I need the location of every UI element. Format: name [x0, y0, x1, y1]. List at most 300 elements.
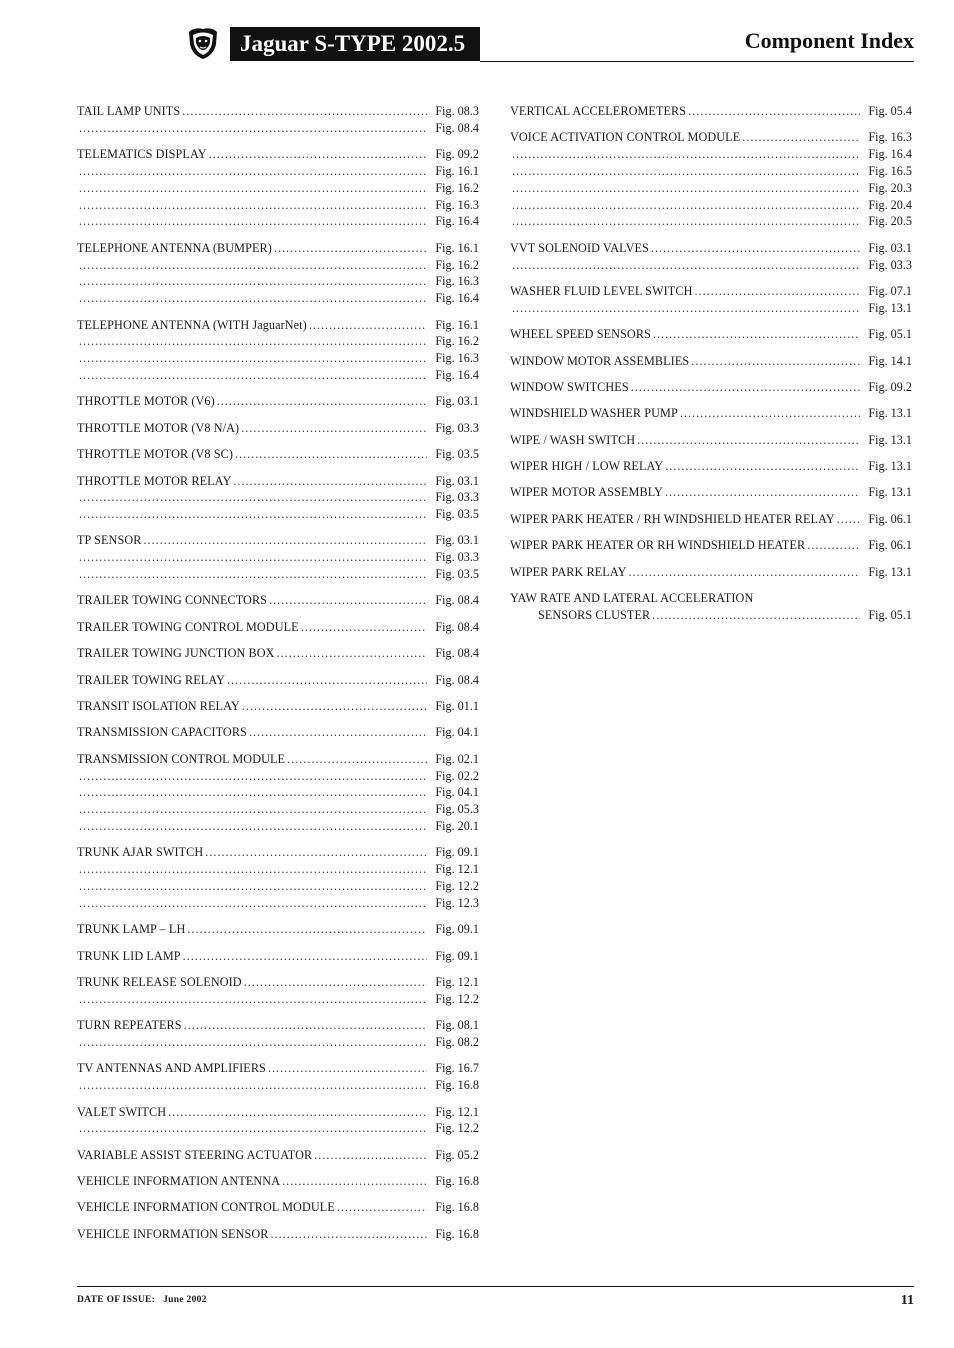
dot-leader — [742, 129, 860, 146]
figure-reference: Fig. 16.3 — [868, 130, 912, 145]
dot-leader — [651, 240, 860, 257]
index-line — [77, 240, 479, 257]
index-line — [510, 511, 912, 528]
figure-reference: Fig. 03.5 — [435, 507, 479, 522]
index-line — [510, 129, 912, 146]
index-line — [77, 1060, 479, 1077]
index-line — [510, 458, 912, 475]
dot-leader — [79, 1077, 427, 1094]
index-entry — [77, 532, 479, 582]
figure-reference: Fig. 04.1 — [435, 785, 479, 800]
index-entry — [77, 672, 479, 689]
entry-name: THROTTLE MOTOR (V8 N/A) — [77, 420, 240, 435]
section-title: Component Index — [744, 28, 914, 53]
entry-name: TAIL LAMP UNITS — [77, 104, 181, 118]
index-line — [510, 353, 912, 370]
figure-reference: Fig. 13.1 — [868, 564, 912, 579]
dot-leader — [187, 921, 427, 938]
index-line — [510, 300, 912, 317]
dot-leader — [79, 290, 427, 307]
figure-reference: Fig. 16.4 — [868, 147, 912, 162]
figure-reference: Fig. 04.1 — [435, 725, 479, 740]
dot-leader — [512, 300, 860, 317]
index-entry — [77, 473, 479, 523]
entry-name: WIPER MOTOR ASSEMBLY — [510, 485, 663, 500]
dot-leader — [79, 257, 427, 274]
entry-name: TELEPHONE ANTENNA (WITH JaguarNet) — [77, 317, 307, 332]
entry-name: TRANSMISSION CONTROL MODULE — [77, 751, 286, 766]
index-line — [77, 446, 479, 463]
entry-name: VARIABLE ASSIST STEERING ACTUATOR — [77, 1147, 313, 1162]
entry-name: THROTTLE MOTOR (V8 SC) — [77, 447, 234, 462]
index-line — [77, 566, 479, 583]
dot-leader — [79, 1120, 427, 1137]
entry-name: TRUNK AJAR SWITCH — [77, 845, 204, 860]
index-entry — [510, 537, 912, 554]
figure-reference: Fig. 12.2 — [435, 1121, 479, 1136]
index-line — [77, 213, 479, 230]
dot-leader — [217, 393, 427, 410]
figure-reference: Fig. 16.7 — [435, 1061, 479, 1076]
index-line — [77, 180, 479, 197]
dot-leader — [79, 549, 427, 566]
index-entry — [77, 146, 479, 230]
figure-reference: Fig. 12.1 — [435, 862, 479, 877]
entry-name: TV ANTENNAS AND AMPLIFIERS — [77, 1061, 266, 1076]
dot-leader — [244, 974, 427, 991]
dot-leader — [629, 564, 861, 581]
index-entry — [510, 458, 912, 475]
index-line — [77, 1077, 479, 1094]
entry-name: SENSORS CLUSTER — [538, 607, 651, 622]
figure-reference: Fig. 12.3 — [435, 895, 479, 910]
dot-leader — [79, 197, 427, 214]
index-line — [77, 420, 479, 437]
dot-leader — [79, 818, 427, 835]
index-entry — [77, 1226, 479, 1243]
dot-leader — [277, 645, 427, 662]
index-entry — [77, 619, 479, 636]
figure-reference: Fig. 09.1 — [435, 845, 479, 860]
index-line — [77, 948, 479, 965]
index-line — [510, 163, 912, 180]
entry-name: VERTICAL ACCELEROMETERS — [510, 104, 687, 118]
dot-leader — [691, 353, 860, 370]
dot-leader — [168, 1104, 427, 1121]
dot-leader — [143, 532, 427, 549]
dot-leader — [79, 506, 427, 523]
dot-leader — [268, 1060, 427, 1077]
figure-reference: Fig. 03.3 — [435, 550, 479, 565]
index-line — [77, 592, 479, 609]
figure-reference: Fig. 20.3 — [868, 180, 912, 195]
figure-reference: Fig. 20.4 — [868, 197, 912, 212]
index-entry — [77, 974, 479, 1008]
figure-reference: Fig. 05.3 — [435, 802, 479, 817]
index-line — [77, 273, 479, 290]
issue-date — [77, 1295, 207, 1305]
index-entry — [77, 724, 479, 741]
dot-leader — [79, 801, 427, 818]
figure-reference: Fig. 03.3 — [435, 420, 479, 435]
dot-leader — [512, 146, 860, 163]
index-entry — [510, 432, 912, 449]
index-line — [510, 590, 912, 607]
index-entry — [77, 446, 479, 463]
figure-reference: Fig. 16.8 — [435, 1174, 479, 1189]
entry-name: THROTTLE MOTOR (V6) — [77, 394, 215, 409]
entry-name: YAW RATE AND LATERAL ACCELERATION — [510, 591, 754, 606]
dot-leader — [79, 784, 427, 801]
page-header — [186, 26, 914, 62]
index-line — [77, 801, 479, 818]
dot-leader — [79, 1034, 427, 1051]
figure-reference: Fig. 14.1 — [868, 353, 912, 368]
index-entry — [77, 1060, 479, 1094]
document-title: Jaguar S-TYPE 2002.5 — [230, 27, 480, 61]
dot-leader — [205, 844, 427, 861]
figure-reference: Fig. 20.5 — [868, 214, 912, 229]
index-line — [77, 878, 479, 895]
dot-leader — [337, 1199, 427, 1216]
entry-name: TURN REPEATERS — [77, 1018, 182, 1033]
issue-date-label: DATE OF ISSUE: — [77, 1295, 156, 1305]
index-line — [77, 1173, 479, 1190]
dot-leader — [807, 537, 860, 554]
dot-leader — [637, 432, 860, 449]
index-line — [77, 861, 479, 878]
entry-name: TP SENSOR — [77, 533, 142, 548]
entry-name: VOICE ACTIVATION CONTROL MODULE — [510, 130, 741, 145]
index-line — [77, 645, 479, 662]
dot-leader — [79, 489, 427, 506]
index-line — [510, 240, 912, 257]
entry-name: TRANSMISSION CAPACITORS — [77, 725, 247, 740]
index-line — [77, 991, 479, 1008]
figure-reference: Fig. 12.1 — [435, 1104, 479, 1119]
figure-reference: Fig. 16.2 — [435, 180, 479, 195]
index-entry — [77, 844, 479, 911]
index-entry — [510, 103, 912, 120]
figure-reference: Fig. 16.3 — [435, 351, 479, 366]
index-line — [77, 751, 479, 768]
index-line — [77, 257, 479, 274]
dot-leader — [309, 317, 427, 334]
figure-reference: Fig. 03.3 — [435, 490, 479, 505]
index-line — [77, 163, 479, 180]
figure-reference: Fig. 12.2 — [435, 878, 479, 893]
index-line — [77, 1120, 479, 1137]
index-line — [77, 784, 479, 801]
index-line — [77, 844, 479, 861]
entry-name: VALET SWITCH — [77, 1104, 167, 1119]
entry-name: WINDOW MOTOR ASSEMBLIES — [510, 353, 690, 368]
index-line — [510, 484, 912, 501]
dot-leader — [182, 103, 427, 120]
index-line — [77, 672, 479, 689]
index-line — [77, 350, 479, 367]
index-entry — [510, 564, 912, 581]
entry-name: TRUNK LID LAMP — [77, 948, 181, 963]
figure-reference: Fig. 03.1 — [435, 473, 479, 488]
figure-reference: Fig. 08.4 — [435, 120, 479, 135]
entry-name: TELEMATICS DISPLAY — [77, 147, 207, 162]
entry-name: TELEPHONE ANTENNA (BUMPER) — [77, 240, 272, 255]
figure-reference: Fig. 03.1 — [868, 240, 912, 255]
dot-leader — [209, 146, 427, 163]
figure-reference: Fig. 01.1 — [435, 699, 479, 714]
figure-reference: Fig. 08.4 — [435, 593, 479, 608]
footer-rule — [77, 1286, 914, 1287]
index-line — [77, 333, 479, 350]
figure-reference: Fig. 03.5 — [435, 567, 479, 582]
entry-name: VVT SOLENOID VALVES — [510, 240, 649, 255]
dot-leader — [79, 350, 427, 367]
index-entry — [510, 511, 912, 528]
index-entry — [510, 353, 912, 370]
index-entry — [77, 1199, 479, 1216]
index-line — [77, 317, 479, 334]
figure-reference: Fig. 03.1 — [435, 394, 479, 409]
figure-reference: Fig. 08.4 — [435, 646, 479, 661]
figure-reference: Fig. 16.4 — [435, 367, 479, 382]
index-line — [510, 564, 912, 581]
index-entry — [510, 129, 912, 230]
entry-name: WINDSHIELD WASHER PUMP — [510, 406, 678, 421]
jaguar-emblem-icon — [186, 26, 220, 60]
index-line — [510, 180, 912, 197]
dot-leader — [79, 878, 427, 895]
figure-reference: Fig. 16.5 — [868, 163, 912, 178]
index-line — [510, 379, 912, 396]
entry-name: VEHICLE INFORMATION CONTROL MODULE — [77, 1200, 335, 1215]
index-line — [510, 405, 912, 422]
dot-leader — [512, 213, 860, 230]
figure-reference: Fig. 05.1 — [868, 607, 912, 622]
dot-leader — [249, 724, 427, 741]
index-line — [510, 326, 912, 343]
index-entry — [510, 590, 912, 624]
dot-leader — [79, 120, 427, 137]
figure-reference: Fig. 02.2 — [435, 768, 479, 783]
figure-reference: Fig. 13.1 — [868, 300, 912, 315]
entry-name: THROTTLE MOTOR RELAY — [77, 473, 232, 488]
index-entry — [77, 921, 479, 938]
dot-leader — [227, 672, 427, 689]
figure-reference: Fig. 02.1 — [435, 751, 479, 766]
entry-name: WHEEL SPEED SENSORS — [510, 327, 651, 342]
dot-leader — [241, 420, 427, 437]
figure-reference: Fig. 08.4 — [435, 672, 479, 687]
dot-leader — [274, 240, 427, 257]
dot-leader — [242, 698, 427, 715]
index-line — [77, 393, 479, 410]
page-number: 11 — [900, 1293, 914, 1308]
entry-name: TRAILER TOWING CONNECTORS — [77, 593, 268, 608]
index-line — [77, 473, 479, 490]
dot-leader — [271, 1226, 427, 1243]
dot-leader — [184, 1017, 427, 1034]
index-line — [510, 257, 912, 274]
figure-reference: Fig. 16.4 — [435, 291, 479, 306]
index-entry — [510, 240, 912, 274]
index-line — [77, 1199, 479, 1216]
figure-reference: Fig. 06.1 — [868, 511, 912, 526]
figure-reference: Fig. 16.1 — [435, 163, 479, 178]
index-line — [77, 1226, 479, 1243]
dot-leader — [837, 511, 860, 528]
index-entry — [77, 103, 479, 137]
dot-leader — [79, 768, 427, 785]
dot-leader — [79, 861, 427, 878]
dot-leader — [79, 895, 427, 912]
index-line — [77, 506, 479, 523]
index-line — [77, 818, 479, 835]
index-line — [77, 619, 479, 636]
index-column-right — [510, 103, 912, 633]
figure-reference: Fig. 13.1 — [868, 406, 912, 421]
index-entry — [77, 751, 479, 835]
dot-leader — [631, 379, 860, 396]
dot-leader — [665, 484, 860, 501]
dot-leader — [314, 1147, 427, 1164]
index-column-left — [77, 103, 479, 1252]
entry-name: WASHER FLUID LEVEL SWITCH — [510, 283, 693, 298]
index-entry — [77, 645, 479, 662]
figure-reference: Fig. 20.1 — [435, 819, 479, 833]
entry-name: VEHICLE INFORMATION SENSOR — [77, 1226, 269, 1241]
index-line — [510, 146, 912, 163]
dot-leader — [79, 213, 427, 230]
entry-name: WINDOW SWITCHES — [510, 379, 629, 394]
figure-reference: Fig. 16.3 — [435, 197, 479, 212]
index-line — [77, 532, 479, 549]
figure-reference: Fig. 05.1 — [868, 327, 912, 342]
index-line — [77, 698, 479, 715]
figure-reference: Fig. 13.1 — [868, 485, 912, 500]
index-line — [77, 1034, 479, 1051]
index-line — [510, 607, 912, 624]
dot-leader — [512, 163, 860, 180]
figure-reference: Fig. 16.8 — [435, 1078, 479, 1093]
index-entry — [77, 1147, 479, 1164]
dot-leader — [512, 197, 860, 214]
dot-leader — [287, 751, 427, 768]
index-line — [77, 290, 479, 307]
index-line — [77, 1017, 479, 1034]
figure-reference: Fig. 16.8 — [435, 1226, 479, 1241]
entry-name: TRAILER TOWING JUNCTION BOX — [77, 646, 275, 661]
index-line — [77, 724, 479, 741]
index-entry — [510, 283, 912, 317]
index-line — [510, 213, 912, 230]
figure-reference: Fig. 09.1 — [435, 922, 479, 937]
index-entry — [77, 948, 479, 965]
index-line — [510, 283, 912, 300]
dot-leader — [233, 473, 427, 490]
entry-name: VEHICLE INFORMATION ANTENNA — [77, 1174, 281, 1189]
figure-reference: Fig. 13.1 — [868, 432, 912, 447]
index-line — [77, 489, 479, 506]
index-line — [77, 120, 479, 137]
figure-reference: Fig. 16.2 — [435, 257, 479, 272]
index-entry — [77, 1017, 479, 1051]
figure-reference: Fig. 08.1 — [435, 1018, 479, 1033]
index-line — [510, 537, 912, 554]
dot-leader — [301, 619, 427, 636]
index-entry — [77, 1173, 479, 1190]
entry-name: WIPER PARK HEATER OR RH WINDSHIELD HEATER — [510, 538, 806, 553]
figure-reference: Fig. 03.5 — [435, 447, 479, 462]
figure-reference: Fig. 13.1 — [868, 459, 912, 474]
index-entry — [77, 420, 479, 437]
index-line — [77, 197, 479, 214]
entry-name: TRANSIT ISOLATION RELAY — [77, 699, 240, 714]
dot-leader — [282, 1173, 427, 1190]
index-line — [77, 895, 479, 912]
dot-leader — [79, 180, 427, 197]
index-entry — [510, 405, 912, 422]
figure-reference: Fig. 12.1 — [435, 974, 479, 989]
figure-reference: Fig. 07.1 — [868, 283, 912, 298]
index-line — [77, 103, 479, 120]
index-line — [77, 768, 479, 785]
dot-leader — [269, 592, 427, 609]
figure-reference: Fig. 06.1 — [868, 538, 912, 553]
figure-reference: Fig. 03.3 — [868, 257, 912, 272]
dot-leader — [235, 446, 427, 463]
dot-leader — [688, 103, 860, 120]
dot-leader — [79, 566, 427, 583]
index-entry — [77, 393, 479, 410]
index-line — [510, 103, 912, 120]
figure-reference: Fig. 09.1 — [435, 948, 479, 963]
index-entry — [510, 326, 912, 343]
figure-reference: Fig. 16.1 — [435, 317, 479, 332]
index-line — [77, 367, 479, 384]
figure-reference: Fig. 09.2 — [868, 379, 912, 394]
dot-leader — [665, 458, 860, 475]
entry-name: WIPER HIGH / LOW RELAY — [510, 459, 664, 474]
entry-name: WIPER PARK HEATER / RH WINDSHIELD HEATER RELAY — [510, 511, 835, 526]
issue-date-value: June 2002 — [163, 1295, 207, 1305]
figure-reference: Fig. 09.2 — [435, 147, 479, 162]
index-entry — [77, 698, 479, 715]
dot-leader — [183, 948, 427, 965]
dot-leader — [79, 163, 427, 180]
entry-name: TRAILER TOWING RELAY — [77, 672, 226, 687]
figure-reference: Fig. 05.4 — [868, 104, 912, 118]
index-entry — [77, 1104, 479, 1138]
index-line — [77, 974, 479, 991]
figure-reference: Fig. 03.1 — [435, 533, 479, 548]
dot-leader — [512, 180, 860, 197]
index-entry — [510, 379, 912, 396]
entry-name: WIPE / WASH SWITCH — [510, 432, 636, 447]
figure-reference: Fig. 16.2 — [435, 334, 479, 349]
figure-reference: Fig. 05.2 — [435, 1147, 479, 1162]
dot-leader — [79, 333, 427, 350]
dot-leader — [79, 991, 427, 1008]
index-entry — [77, 592, 479, 609]
figure-reference: Fig. 16.3 — [435, 274, 479, 289]
dot-leader — [512, 257, 860, 274]
figure-reference: Fig. 16.8 — [435, 1200, 479, 1215]
entry-name: TRAILER TOWING CONTROL MODULE — [77, 619, 299, 634]
figure-reference: Fig. 08.2 — [435, 1034, 479, 1049]
index-line — [77, 1104, 479, 1121]
index-entry — [77, 240, 479, 307]
